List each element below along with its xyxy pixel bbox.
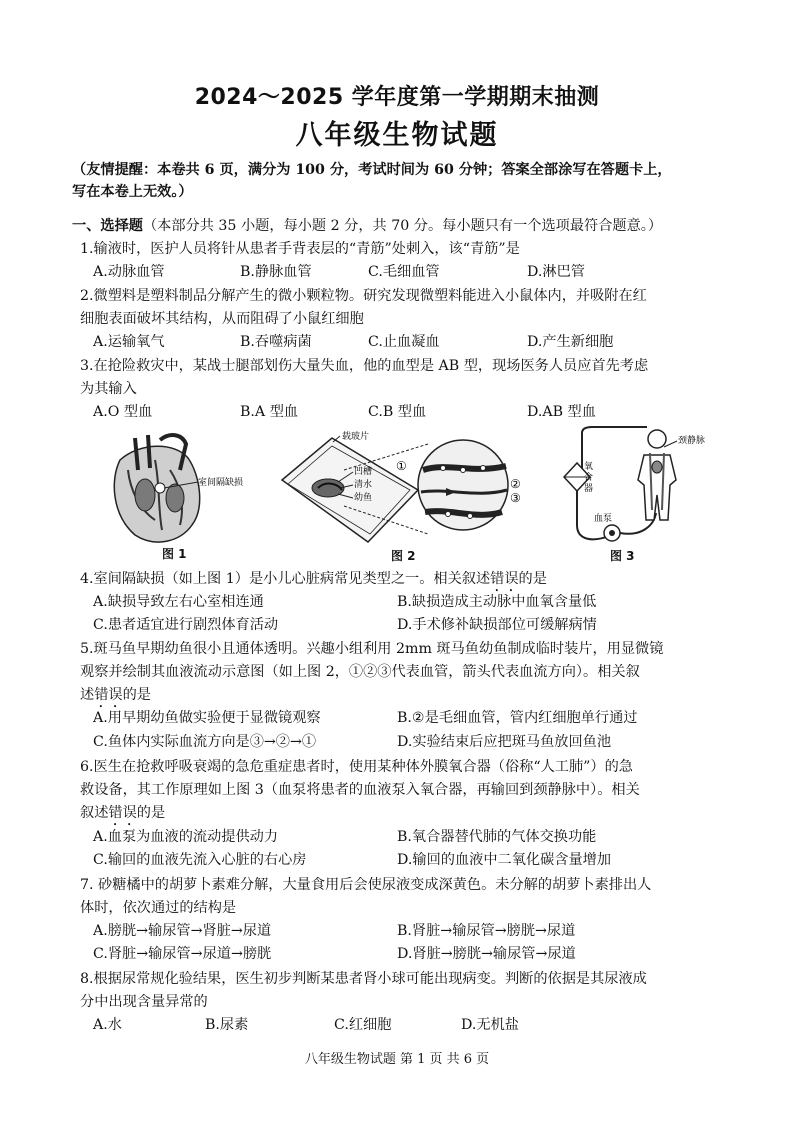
q8-stem-2: 分中出现含量异常的 [80, 994, 208, 1010]
q5-option-c: C.鱼体内实际血流方向是③→②→① [93, 734, 317, 750]
q4-stem-end: 的是 [518, 571, 547, 587]
q8-stem-1: 8.根据尿常规化验结果，医生初步判断某患者肾小球可能出现病变。判断的依据是其尿液成 [80, 971, 647, 987]
figure-2-label-slide: 载玻片 [342, 432, 370, 442]
q5-stem-end: 的是 [122, 687, 151, 703]
figure-3-label-pump: 血泵 [594, 514, 613, 524]
section-description: （本部分共 35 小题，每小题 2 分，共 70 分。每小题只有一个选项最符合题意。） [142, 218, 663, 234]
figure-2-caption: 图 2 [391, 549, 416, 563]
q8-option-a: A.水 [93, 1017, 122, 1033]
q3-option-d: D.AB 型血 [527, 404, 596, 420]
q5-option-d: D.实验结束后应把斑马鱼放回鱼池 [397, 734, 612, 750]
q6-stem-text: 叙述 [80, 805, 109, 821]
q7-option-d: D.肾脏→膀胱→输尿管→尿道 [397, 946, 576, 962]
q1-option-c: C.毛细血管 [368, 264, 440, 280]
q6-option-d: D.输回的血液中二氧化碳含量增加 [397, 852, 612, 868]
figure-3-label-vein: 颈静脉 [678, 436, 706, 446]
figure-2-slide-diagram [278, 430, 533, 550]
figure-2-label-groove: 凹槽 [354, 467, 373, 477]
q1-stem: 1.输液时，医护人员将针从患者手背表层的“青筋”处刺入，该“青筋”是 [80, 241, 520, 257]
figure-1-label: 室间隔缺损 [198, 478, 244, 488]
q4-emphasis: 错误 [490, 571, 519, 587]
q2-stem-2: 细胞表面破坏其结构，从而阻碍了小鼠红细胞 [80, 311, 364, 327]
q5-stem-1: 5.斑马鱼早期幼鱼很小且通体透明。兴趣小组利用 2mm 斑马鱼幼鱼制成临时装片，用显微镜 [80, 641, 664, 657]
figure-3-label-oxy-1: 氧 [584, 462, 594, 472]
figure-2-label-water: 清水 [354, 480, 373, 490]
figure-2-mark-3: ③ [510, 491, 521, 505]
section-heading-line [72, 215, 662, 237]
page-footer: 八年级生物试题 第 1 页 共 6 页 [304, 1052, 490, 1067]
q8-option-d: D.无机盐 [461, 1017, 519, 1033]
q6-stem-1: 6.医生在抢救呼吸衰竭的急危重症患者时，使用某种体外膜氧合器（俗称“人工肺”）的急 [80, 759, 633, 775]
q4-stem-text: 4.室间隔缺损（如上图 1）是小儿心脏病常见类型之一。相关叙述 [80, 571, 491, 587]
q5-stem-text: 述 [80, 687, 95, 703]
notice-line-1: （友情提醒：本卷共 6 页，满分为 100 分，考试时间为 60 分钟；答案全部涂写在答题卡上， [72, 162, 672, 178]
figure-1-heart-diagram [100, 430, 270, 545]
notice-line-2: 写在本卷上无效。） [72, 184, 193, 200]
exam-title: 2024～2025 学年度第一学期期末抽测 [194, 85, 600, 110]
q1-option-a: A.动脉血管 [93, 264, 165, 280]
q5-option-a: A.用早期幼鱼做实验便于显微镜观察 [93, 710, 321, 726]
figure-2-mark-1: ① [396, 459, 407, 473]
exam-subject-title: 八年级生物试题 [295, 120, 499, 151]
q7-stem-2: 体时，依次通过的结构是 [80, 900, 237, 916]
q5-option-b: B.②是毛细血管，管内红细胞单行通过 [397, 710, 638, 726]
figure-3-label-oxy-3: 器 [584, 484, 594, 494]
q7-option-b: B.肾脏→输尿管→膀胱→尿道 [397, 923, 576, 939]
q7-option-a: A.膀胱→输尿管→肾脏→尿道 [93, 923, 272, 939]
q8-option-c: C.红细胞 [334, 1017, 392, 1033]
q2-option-d: D.产生新细胞 [527, 334, 614, 350]
q5-stem-2: 观察并绘制其血液流动示意图（如上图 2，①②③代表血管，箭头代表血流方向）。相关叙 [80, 664, 640, 680]
q6-emphasis: 错误 [108, 805, 137, 821]
figure-3-ecmo-diagram [552, 425, 722, 550]
q7-stem-1: 7. 砂糖橘中的胡萝卜素难分解，大量食用后会使尿液变成深黄色。未分解的胡萝卜素排出人 [80, 877, 652, 893]
q1-option-d: D.淋巴管 [527, 264, 585, 280]
figure-1-caption: 图 1 [162, 547, 187, 561]
q2-stem-1: 2.微塑料是塑料制品分解产生的微小颗粒物。研究发现微塑料能进入小鼠体内，并吸附在红 [80, 288, 647, 304]
q3-option-c: C.B 型血 [368, 404, 427, 420]
q4-option-b: B.缺损造成主动脉中血氧含量低 [397, 594, 597, 610]
q6-stem-end: 的是 [136, 805, 166, 821]
q3-stem-2: 为其输入 [80, 381, 137, 397]
q6-stem-3 [80, 802, 165, 829]
q1-option-b: B.静脉血管 [240, 264, 312, 280]
q3-option-a: A.O 型血 [93, 404, 153, 420]
figure-2-mark-2: ② [510, 477, 521, 491]
figure-3-label-oxy-2: 合 [584, 473, 594, 483]
q2-option-a: A.运输氧气 [93, 334, 165, 350]
section-heading: 一、选择题 [72, 218, 143, 234]
q3-stem-1: 3.在抢险救灾中，某战士腿部划伤大量失血，他的血型是 AB 型，现场医务人员应首先考虑 [80, 358, 649, 374]
q5-emphasis: 错误 [94, 687, 123, 703]
figure-3-caption: 图 3 [610, 549, 635, 563]
q4-option-a: A.缺损导致左右心室相连通 [93, 594, 264, 610]
q4-option-d: D.手术修补缺损部位可缓解病情 [397, 617, 597, 633]
q2-option-b: B.吞噬病菌 [240, 334, 312, 350]
q6-stem-2: 救设备，其工作原理如上图 3（血泵将患者的血液泵入氧合器，再输回到颈静脉中）。相关 [80, 782, 640, 798]
q4-option-c: C.患者适宜进行剧烈体育活动 [93, 617, 279, 633]
q3-option-b: B.A 型血 [240, 404, 299, 420]
q6-option-b: B.氧合器替代肺的气体交换功能 [397, 829, 597, 845]
q7-option-c: C.肾脏→输尿管→尿道→膀胱 [93, 946, 272, 962]
q8-option-b: B.尿素 [205, 1017, 249, 1033]
q6-option-c: C.输回的血液先流入心脏的右心房 [93, 852, 307, 868]
q6-option-a: A.血泵为血液的流动提供动力 [93, 829, 279, 845]
figure-2-label-fish: 幼鱼 [354, 493, 373, 503]
q2-option-c: C.止血凝血 [368, 334, 440, 350]
